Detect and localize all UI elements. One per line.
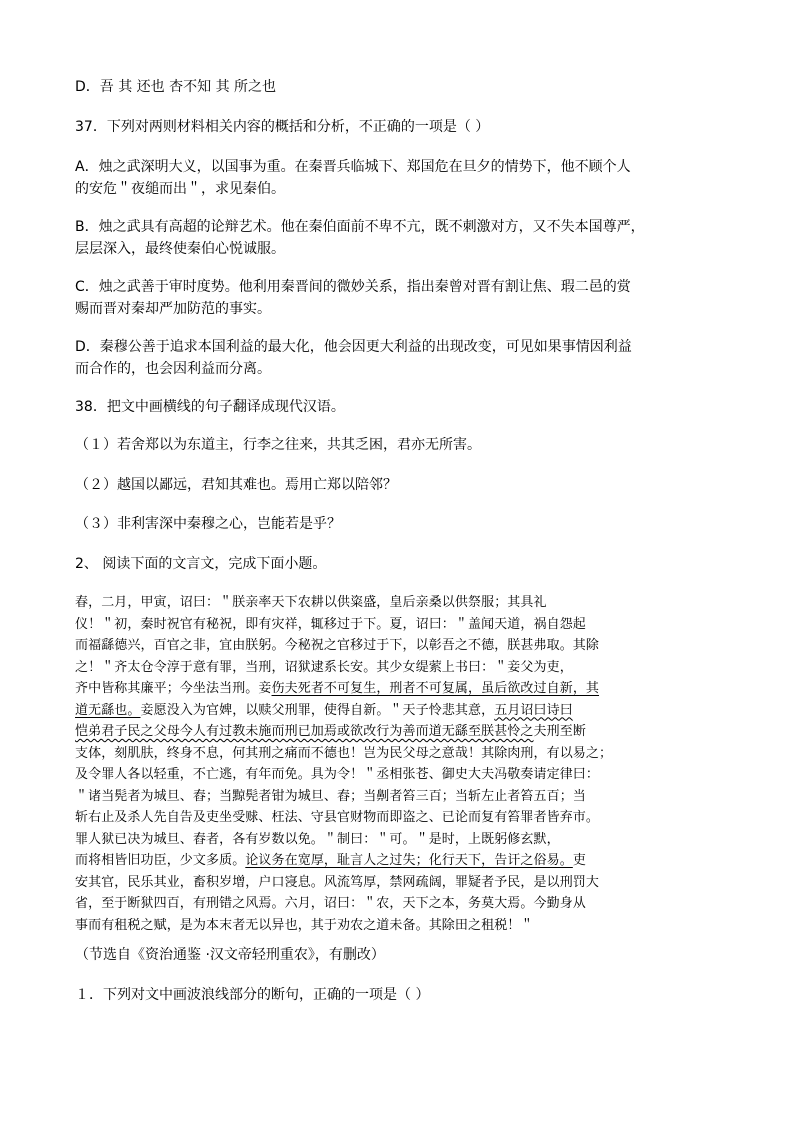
underlined-sentence-2: 论议务在宽厚，耻言人之过失；化行天下，告讦之俗易。 bbox=[245, 853, 573, 868]
classical-passage: 春，二月，甲寅，诏曰：＂朕亲率天下农耕以供粢盛，皇后亲桑以供祭服；其具礼 仪！＂初，秦时祝官有秘祝，即有灾祥，辄移过于下。夏，诏曰：＂盖闻天道，祸自怨起 而福繇德兴，百官之非，宜由朕躬。今秘祝之官移过于下，以彰吾之不德，朕甚弗取。其除 之！＂齐太仓令淳于意有罪，当刑，诏狱逮系长安。其少女缇萦上书曰：＂妾父为吏， 齐中皆称其廉平；今坐法当刑。妾伤夫死者不可复生，刑者不可复属，虽后欲改过自新，其 道无繇也。妾愿没入为官婢，以赎父刑罪，使得自新。＂天子怜悲其意，五月诏曰诗曰 恺弟君子民之父母今人有过教未施而刑已加焉或欲改行为善而道无繇至朕甚怜之夫刑至断 支体，刻肌肤，终身不息，何其刑之痛而不德也！岂为民父母之意哉！其除肉刑，有以易之； 及令罪人各以轻重，不亡逃，有年而免。具为令！＂丞相张苍、御史大夫冯敬奏请定律曰： ＂诸当髡者为城旦、舂；当黥髡者钳为城旦、舂；当劓者笞三百；当斩左止者笞五百；当 斩右止及杀人先自告及吏坐受赇、枉法、守县官财物而即盗之、已论而复有笞罪者皆弃市。 罪人狱已决为城旦、舂者，各有岁数以免。＂制曰：＂可。＂是时，上既躬修玄默， 而将相皆旧功臣，少文多质。论议务在宽厚，耻言人之过失；化行天下，告讦之俗易。吏 安其官，民乐其业，畜积岁增，户口寖息。风流笃厚，禁网疏阔，罪疑者予民，是以刑罚大 省，至于断狱四百，有刑错之风焉。六月，诏曰：＂农，天下之本，务莫大焉。今勤身从 事而有租税之赋，是为本末者无以异也，其于劝农之道未备。其除田之租税！＂ bbox=[75, 595, 613, 933]
question-1-stem: １．下列对文中画波浪线部分的断句，正确的一项是（ ） bbox=[75, 987, 430, 1003]
underlined-sentence-1b: 道无繇也。 bbox=[75, 702, 141, 718]
wavy-line-segment-b: 恺弟君子民之父母今人有过教未施而刑已加焉或欲改行为善而道无繇至朕甚怜之 bbox=[75, 724, 534, 739]
source-note: （节选自《资治通鉴 ·汉文帝轻刑重农》，有删改） bbox=[75, 947, 385, 963]
question-37-stem: 37．下列对两则材料相关内容的概括和分析，不正确的一项是（ ） bbox=[75, 119, 490, 135]
question-38-sentence-3: （３）非利害深中秦穆之心，岂能若是乎？ bbox=[75, 516, 341, 532]
question-38-stem: 38．把文中画横线的句子翻译成现代汉语。 bbox=[75, 399, 345, 415]
question-37-option-d: D．秦穆公善于追求本国利益的最大化，他会因更大利益的出现改变，可见如果事情因利益 而合作的，也会因利益而分离。 bbox=[75, 339, 632, 377]
question-37-option-b: B．烛之武具有高超的论辩艺术。他在秦伯面前不卑不亢，既不刺激对方，又不失本国尊严， 层层深入，最终使秦伯心悦诚服。 bbox=[75, 219, 645, 257]
underlined-sentence-1a: 伤夫死者不可复生，刑者不可复属，虽后欲改过自新，其 bbox=[271, 681, 600, 696]
question-38-sentence-1: （１）若舍郑以为东道主，行李之往来，共其乏困，君亦无所害。 bbox=[75, 437, 481, 453]
option-d-previous: D．吾 其 还也 杏不知 其 所之也 bbox=[75, 79, 277, 95]
question-38-sentence-2: （２）越国以鄙远，君知其难也。焉用亡郑以陪邻？ bbox=[75, 477, 397, 493]
section-2-intro: 2、 阅读下面的文言文，完成下面小题。 bbox=[75, 556, 327, 572]
wavy-line-segment-a: 五月诏曰诗曰 bbox=[494, 702, 573, 718]
question-37-option-c: C．烛之武善于审时度势。他利用秦晋间的微妙关系，指出秦曾对晋有割让焦、瑕二邑的赏 赐而晋对秦却严加防范的事实。 bbox=[75, 279, 631, 317]
question-37-option-a: A．烛之武深明大义，以国事为重。在秦晋兵临城下、郑国危在旦夕的情势下，他不顾个人 的安危＂夜缒而出＂，求见秦伯。 bbox=[75, 159, 631, 197]
